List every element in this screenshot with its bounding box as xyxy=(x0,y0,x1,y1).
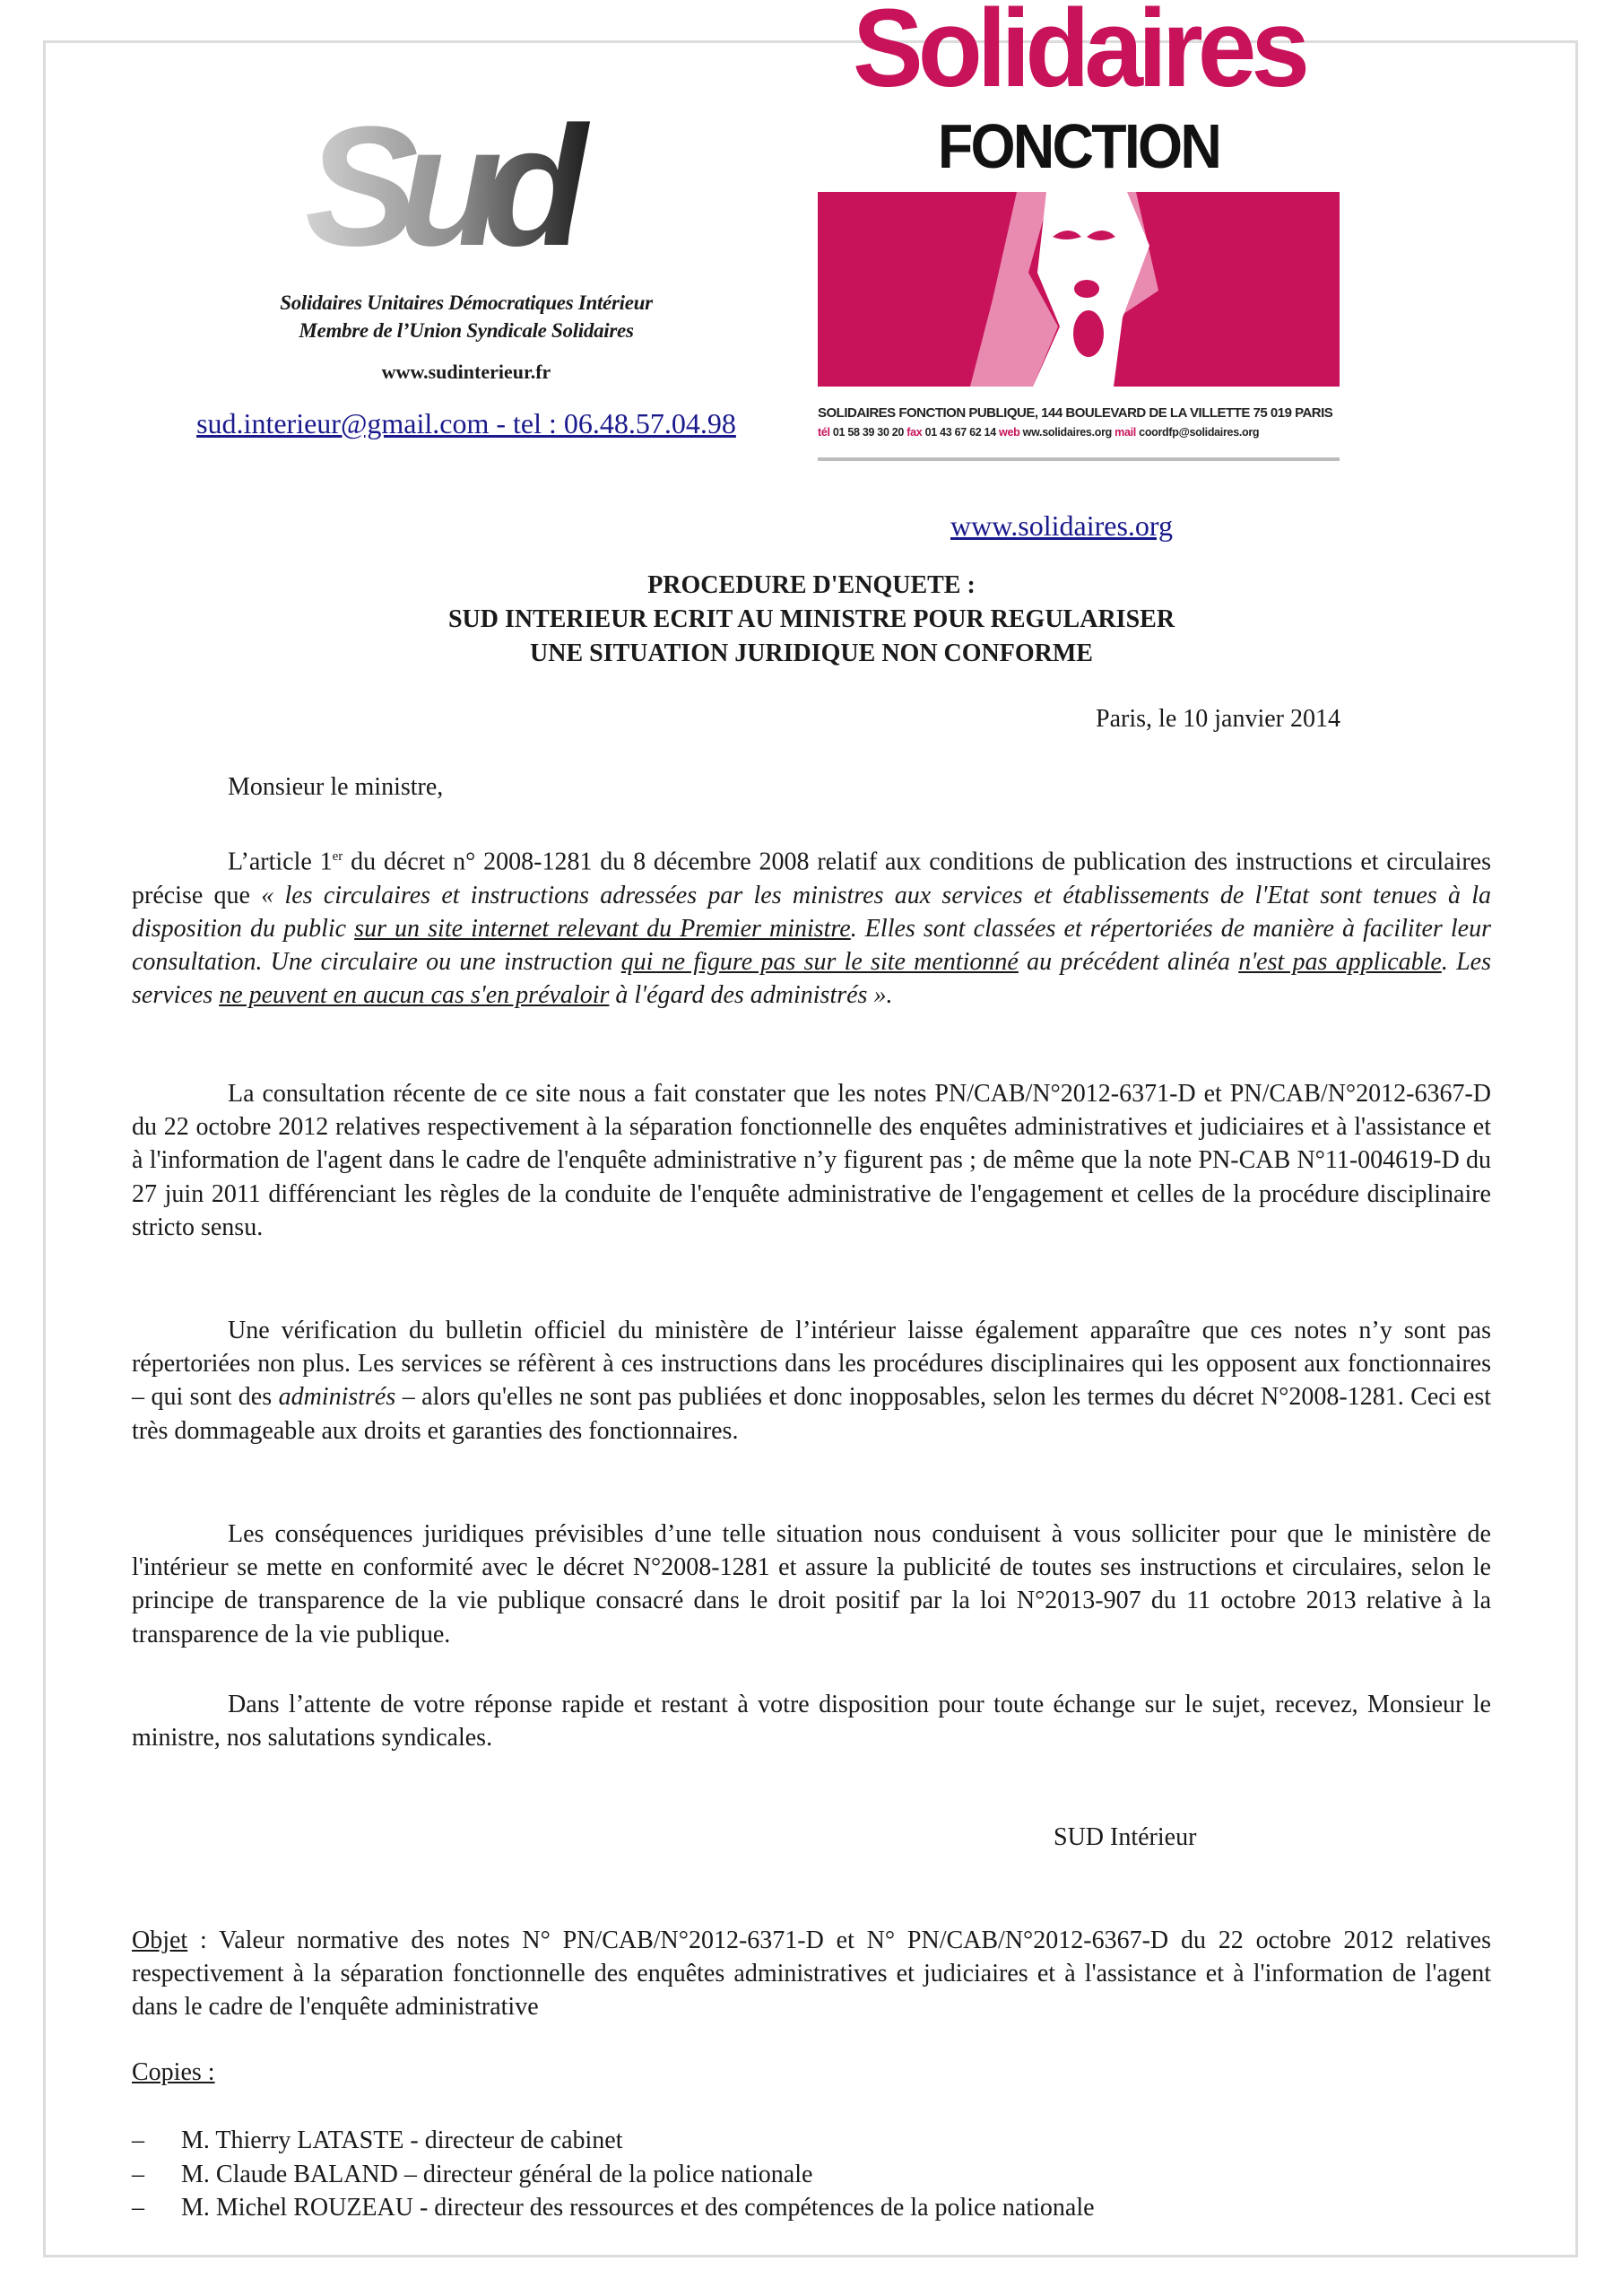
copies-list xyxy=(132,2124,1387,2225)
svg-text:Sud: Sud xyxy=(305,94,568,265)
title-line-2: SUD INTERIEUR ECRIT AU MINISTRE POUR REGULARISER xyxy=(447,605,1175,633)
copies-label: Copies : xyxy=(132,2058,215,2086)
sud-contact-link[interactable]: sud.interieur@gmail.com - tel : 06.48.57.04.98 xyxy=(196,407,736,439)
sud-tagline-line2: Membre de l’Union Syndicale Solidaires xyxy=(299,319,634,342)
paragraph-3: Une vérification du bulletin officiel du ministère de l’intérieur laisse également apparaître que ces notes n’y sont pas répertoriées non plus. Les services se réfèrent à ces instructions dans les procédures disciplinaires qui les opposent aux fonctionnaires – qui sont des administrés – alors qu'elles ne sont pas publiées et donc inopposables, selon les termes du décret N°2008-1281. Ceci est très dommageable aux droits et garanties des fonctionnaires. xyxy=(132,1317,1492,1445)
sud-logo xyxy=(296,94,655,265)
solidaires-contact-line: tél 01 58 39 30 20 fax 01 43 67 62 14 web ww.solidaires.org mail coordfp@solidaires.org xyxy=(818,426,1260,439)
document-title xyxy=(132,569,1491,671)
greeting: Monsieur le ministre, xyxy=(228,773,444,801)
solidaires-divider xyxy=(818,457,1340,461)
sud-website: www.sudinterieur.fr xyxy=(381,361,551,383)
solidaires-website-link[interactable]: www.solidaires.org xyxy=(950,509,1173,542)
shouting-face-icon xyxy=(818,192,1340,387)
list-item: – M. Claude BALAND – directeur général de la police nationale xyxy=(132,2160,813,2188)
solidaires-logo-face xyxy=(818,192,1340,387)
solidaires-logo-subtitle: FONCTION xyxy=(937,111,1220,181)
sud-tagline xyxy=(188,289,744,344)
paragraph-2: La consultation récente de ce site nous a fait constater que les notes PN/CAB/N°2012-6371-D et PN/CAB/N°2012-6367-D du 22 octobre 2012 relatives respectivement à la séparation fonctionnelle des enquêtes administratives et judiciaires et à l'assistance et à l'information de l'agent dans le cadre de l'enquête administrative n’y figurent pas ; de même que la note PN-CAB N°11-004619-D du 27 juin 2011 différenciant les règles de la conduite de l'enquête administrative de l'engagement et celles de la procédure disciplinaire stricto sensu. xyxy=(132,1080,1491,1241)
subject-text: : Valeur normative des notes N° PN/CAB/N°2012-6371-D et N° PN/CAB/N°2012-6367-D du 22 octobre 2012 relatives respectivement à la séparation fonctionnelle des enquêtes administratives et judiciaires et à l'assistance et à l'information de l'agent dans le cadre de l'enquête administrative xyxy=(132,1926,1491,2022)
paragraph-1: L’article 1er du décret n° 2008-1281 du 8 décembre 2008 relatif aux conditions de publication des instructions et circulaires précise que « les circulaires et instructions adressées par les ministres aux services et établissements de l'Etat sont tenues à la disposition du public sur un site internet relevant du Premier ministre. Elles sont classées et répertoriées de manière à faciliter leur consultation. Une circulaire ou une instruction qui ne figure pas sur le site mentionné au précédent alinéa n'est pas applicable. Les services ne peuvent en aucun cas s'en prévaloir à l'égard des administrés ». xyxy=(132,848,1491,1010)
subject-block xyxy=(132,1924,1491,2024)
subject-label: Objet xyxy=(132,1926,188,1954)
list-item: – M. Thierry LATASTE - directeur de cabinet xyxy=(132,2126,623,2154)
sud-tagline-line1: Solidaires Unitaires Démocratiques Intérieur xyxy=(280,291,653,314)
title-line-1: PROCEDURE D'ENQUETE : xyxy=(647,571,976,599)
list-item: – M. Michel ROUZEAU - directeur des ressources et des compétences de la police nationale xyxy=(132,2194,1095,2222)
paragraph-4: Les conséquences juridiques prévisibles d’une telle situation nous conduisent à vous solliciter pour que le ministère de l'intérieur se mette en conformité avec le décret N°2008-1281 et assure la publicité de toutes ses instructions et circulaires, selon le principe de transparence de la vie publique consacré dans le droit positif par la loi N°2013-907 du 11 octobre 2013 relative à la transparence de la vie publique. xyxy=(132,1520,1491,1648)
signature: SUD Intérieur xyxy=(1054,1823,1197,1851)
solidaires-logo-title: Solidaires xyxy=(852,0,1305,111)
title-line-3: UNE SITUATION JURIDIQUE NON CONFORME xyxy=(530,639,1093,667)
solidaires-address: SOLIDAIRES FONCTION PUBLIQUE, 144 BOULEVARD DE LA VILLETTE 75 019 PARIS xyxy=(818,405,1333,421)
paragraph-5: Dans l’attente de votre réponse rapide et restant à votre disposition pour toute échange sur le sujet, recevez, Monsieur le ministre, nos salutations syndicales. xyxy=(132,1691,1491,1752)
letter-date: Paris, le 10 janvier 2014 xyxy=(1096,705,1340,733)
